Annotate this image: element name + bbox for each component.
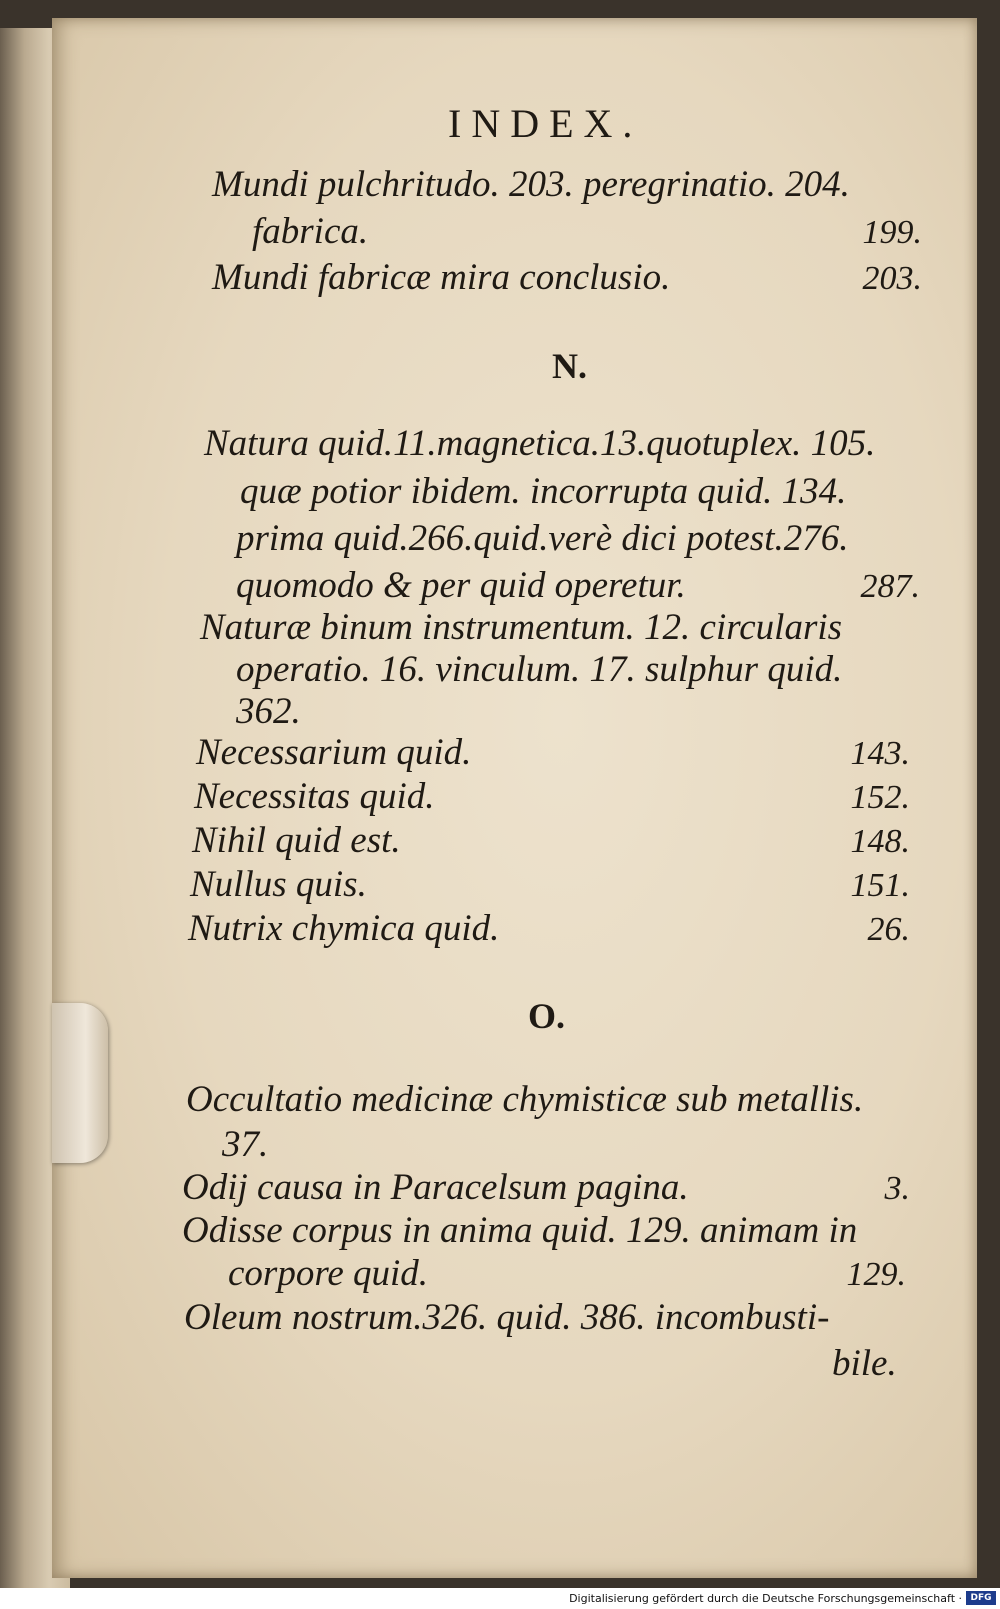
index-line: fabrica. (252, 211, 369, 252)
index-line: quomodo & per quid operetur. (236, 565, 686, 606)
index-line: Occultatio medicinæ chymisticæ sub metallis. (186, 1079, 864, 1120)
index-line: Mundi pulchritudo. 203. peregrinatio. 204. (212, 164, 850, 205)
index-line: Necessitas quid. (194, 776, 435, 817)
section-letter-n: N. (552, 346, 587, 386)
index-line: Nihil quid est. (192, 820, 401, 861)
index-line: 362. (236, 691, 301, 732)
index-line: prima quid.266.quid.verè dici potest.276. (236, 518, 849, 559)
page-reference: 199. (862, 214, 922, 251)
index-line: Natura quid.11.magnetica.13.quotuplex. 105. (204, 423, 876, 464)
page-reference: 151. (850, 867, 910, 904)
index-line: Nullus quis. (190, 864, 367, 905)
page-reference: 26. (867, 911, 910, 948)
digitization-footer (0, 1588, 1000, 1609)
footer-text: Digitalisierung gefördert durch die Deutsche Forschungsgemeinschaft · (569, 1592, 962, 1605)
index-line: bile. (832, 1343, 897, 1384)
index-line: quæ potior ibidem. incorrupta quid. 134. (240, 471, 847, 512)
page-header: INDEX. (448, 101, 643, 146)
index-line: Oleum nostrum.326. quid. 386. incombusti- (184, 1297, 830, 1338)
index-line: Odij causa in Paracelsum pagina. (182, 1167, 689, 1208)
index-line: operatio. 16. vinculum. 17. sulphur quid. (236, 649, 843, 690)
index-line: Mundi fabricæ mira conclusio. (212, 257, 671, 298)
index-line: Nutrix chymica quid. (188, 908, 500, 949)
section-letter-o: O. (528, 996, 566, 1036)
page-reference: 287. (860, 568, 920, 605)
index-line: Necessarium quid. (196, 732, 472, 773)
index-line: corpore quid. (228, 1253, 429, 1294)
index-line: 37. (222, 1124, 269, 1165)
page-reference: 152. (850, 779, 910, 816)
dfg-logo: DFG (966, 1591, 996, 1605)
page-reference: 143. (850, 735, 910, 772)
index-line: Odisse corpus in anima quid. 129. animam in (182, 1210, 858, 1251)
page-reference: 148. (850, 823, 910, 860)
page-reference: 203. (862, 260, 922, 297)
index-line: Naturæ binum instrumentum. 12. circularis (200, 607, 843, 648)
page-reference: 129. (846, 1256, 906, 1293)
page-reference: 3. (884, 1170, 910, 1207)
